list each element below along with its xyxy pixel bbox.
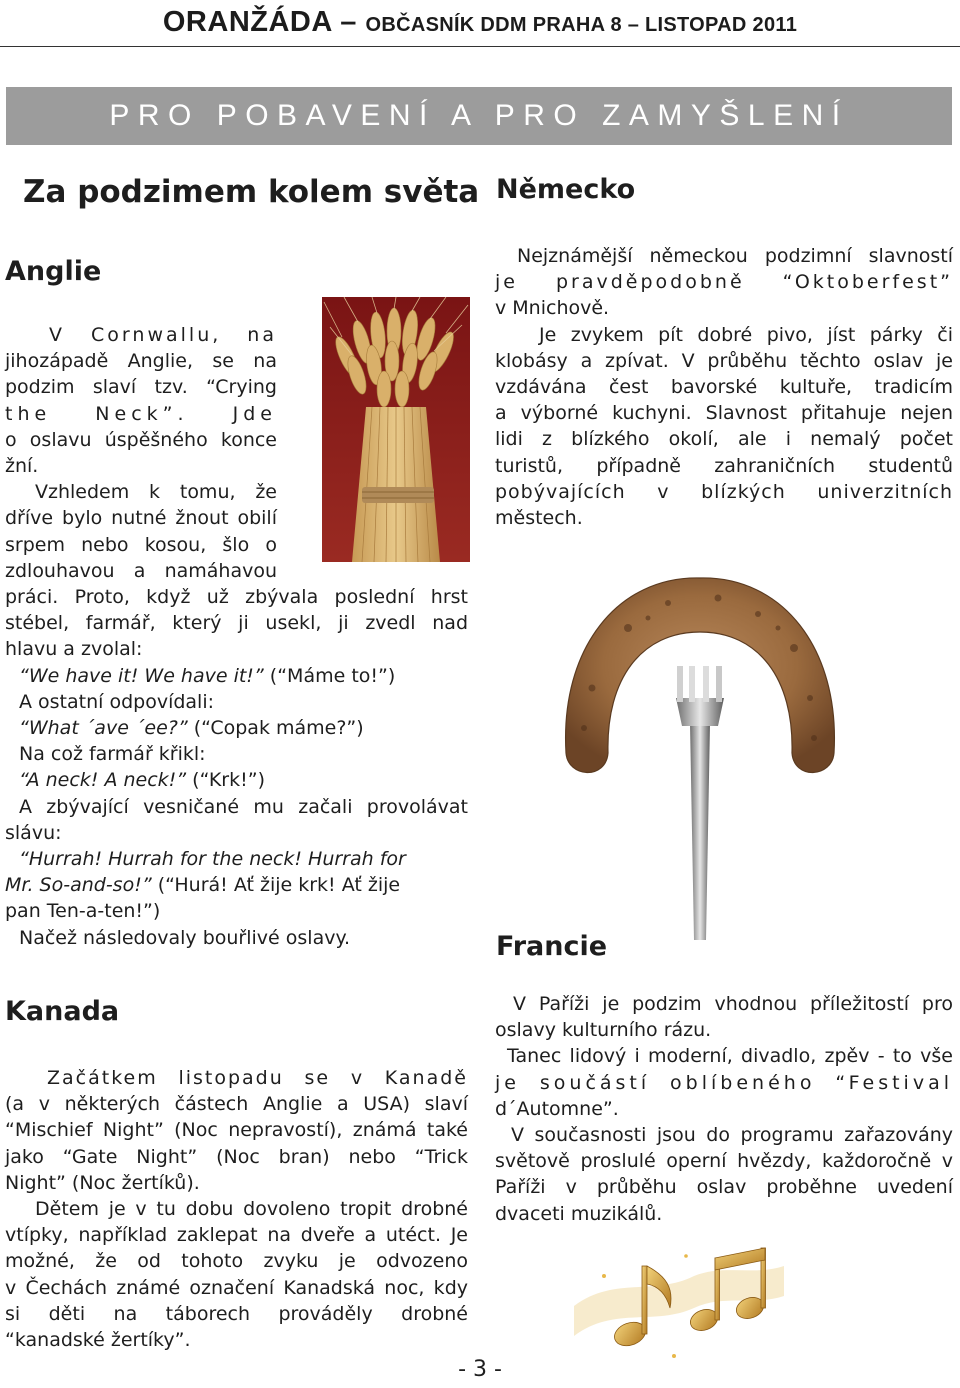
newsletter-name: ORANŽÁDA: [162, 6, 332, 38]
quote-translation: (“Máme to!”): [263, 664, 396, 687]
text-line: stébel, farmář, který ji usekl, ji zvedl nad: [5, 612, 468, 635]
quote-translation: (“Krk!”): [186, 769, 265, 792]
text-line: zdlouhavou a namáhavou: [5, 559, 277, 582]
page-number: - 3 -: [458, 1357, 502, 1382]
text-line: světově proslulé operní hvězdy, každoročně v: [495, 1150, 953, 1173]
quote-line: [5, 872, 468, 898]
text-line: slávu:: [5, 821, 62, 844]
heading-anglie: Anglie: [5, 256, 102, 287]
text-line: jako “Gate Night” (Noc bran) nebo “Trick: [5, 1145, 468, 1168]
section-banner: [6, 87, 952, 145]
text-line: v Čechách známé označení Kanadská noc, kdy: [5, 1276, 468, 1299]
heading-francie: Francie: [496, 931, 608, 962]
quote-english: Mr. So-and-so!”: [5, 874, 152, 897]
text-line: Vzhledem k tomu, že: [35, 481, 277, 504]
text-line: dříve bylo nutné žnout obilí: [5, 507, 277, 530]
text-line: hlavu a zvolal:: [5, 638, 143, 661]
text-line: Nejznámější německou podzimní slavností: [517, 245, 953, 267]
text-line: d´Automne”.: [495, 1097, 619, 1120]
sausage-on-fork-image: [548, 548, 852, 940]
quote-english: “A neck! A neck!”: [19, 769, 187, 792]
text-line: Paříži v průběhu oslav proběhne uvedení: [495, 1176, 953, 1199]
text-line: Na což farmář křikl:: [19, 743, 206, 766]
text-line: Tanec lidový i moderní, divadlo, zpěv - to vše: [507, 1045, 953, 1068]
text-line: “kanadské žertíky”.: [5, 1329, 191, 1352]
text-line: (a v některých částech Anglie a USA) slaví: [5, 1093, 468, 1116]
header-separator: –: [331, 6, 366, 38]
text-line: Načež následovaly bouřlivé oslavy.: [19, 926, 351, 949]
francie-text: [495, 991, 953, 1227]
quote-english: “What ´ave ´ee?”: [19, 717, 188, 740]
quote-english: “Hurrah! Hurrah for the neck! Hurrah for: [19, 848, 406, 871]
text-line: a výborné kuchyni. Slavnost přitahuje nejen: [495, 402, 953, 425]
wheat-sheaf-image: [322, 297, 470, 562]
header-rule: [0, 46, 960, 47]
text-line: srpem nebo kosou, šlo o: [5, 533, 277, 556]
heading-kanada: Kanada: [5, 996, 120, 1027]
text-line: the Neck”. Jde: [5, 402, 277, 425]
text-line: o oslavu úspěšného konce: [5, 428, 277, 451]
text-line: A zbývající vesničané mu začali provolávat: [19, 795, 468, 818]
text-line: v Mnichově.: [495, 297, 610, 320]
text-line: lidi z blízkého okolí, ale i nemalý počet: [495, 428, 953, 451]
text-line: vzdávána čest bavorské kultuře, tradicím: [495, 376, 953, 399]
text-line: vtípky, například zaklepat na dveře a utéct. Je: [5, 1224, 468, 1247]
banner-title: PRO POBAVENÍ A PRO ZAMYŠLENÍ: [109, 99, 849, 132]
text-line: pobývajících v blízkých univerzitních: [495, 480, 953, 503]
text-line: možné, že od tohoto zvyku je odvozeno: [5, 1250, 468, 1273]
text-line: “Mischief Night” (Noc nepravostí), známá také: [5, 1119, 468, 1142]
text-line: si děti na táborech prováděly drobné: [5, 1302, 468, 1325]
kanada-text: [5, 1065, 468, 1353]
text-line: dvaceti muzikálů.: [495, 1202, 663, 1225]
text-line: Začátkem listopadu se v Kanadě: [47, 1067, 468, 1089]
anglie-story-text: [5, 584, 468, 951]
text-line: je pravděpodobně “Oktoberfest”: [495, 271, 953, 294]
text-line: městech.: [495, 507, 583, 530]
text-line: V současnosti jsou do programu zařazovány: [511, 1124, 953, 1147]
text-line: oslavy kulturního rázu.: [495, 1019, 712, 1042]
text-line: podzim slaví tzv. “Crying: [5, 376, 277, 399]
text-line: klobásy a zpívat. V průběhu těchto oslav je: [495, 349, 953, 372]
text-line: A ostatní odpovídali:: [19, 690, 215, 713]
article-title: Za podzimem kolem světa: [23, 174, 480, 210]
quote-translation: (“Hurá! Ať žije krk! Ať žije: [151, 874, 401, 897]
quote-line: [5, 663, 468, 689]
quote-line: [5, 767, 468, 793]
text-line: Night” (Noc žertíků).: [5, 1171, 200, 1194]
text-line: Dětem je v tu dobu dovoleno tropit drobné: [35, 1198, 468, 1221]
quote-line: [5, 846, 468, 872]
quote-line: [5, 715, 468, 741]
text-line: žní.: [5, 455, 39, 478]
text-line: práci. Proto, když už zbývala poslední hrst: [5, 586, 468, 608]
nemecko-text: [495, 243, 953, 531]
quote-translation: pan Ten-a-ten!”): [5, 900, 161, 923]
quote-translation: (“Copak máme?”): [187, 717, 364, 740]
quote-english: “We have it! We have it!”: [19, 664, 264, 687]
text-line: Je zvykem pít dobré pivo, jíst párky či: [539, 323, 953, 346]
text-line: turistů, případně zahraničních studentů: [495, 454, 953, 477]
text-line: V Paříži je podzim vhodnou příležitostí pro: [513, 993, 953, 1015]
heading-nemecko: Německo: [496, 174, 636, 205]
newsletter-header: [0, 6, 960, 39]
text-line: jihozápadě Anglie, se na: [5, 350, 277, 373]
text-line: je součástí oblíbeného “Festival: [495, 1071, 953, 1094]
newsletter-subtitle: OBČASNÍK DDM PRAHA 8 – LISTOPAD 2011: [365, 14, 798, 36]
text-line: V Cornwallu, na: [49, 324, 277, 346]
anglie-intro-text: [5, 322, 277, 584]
